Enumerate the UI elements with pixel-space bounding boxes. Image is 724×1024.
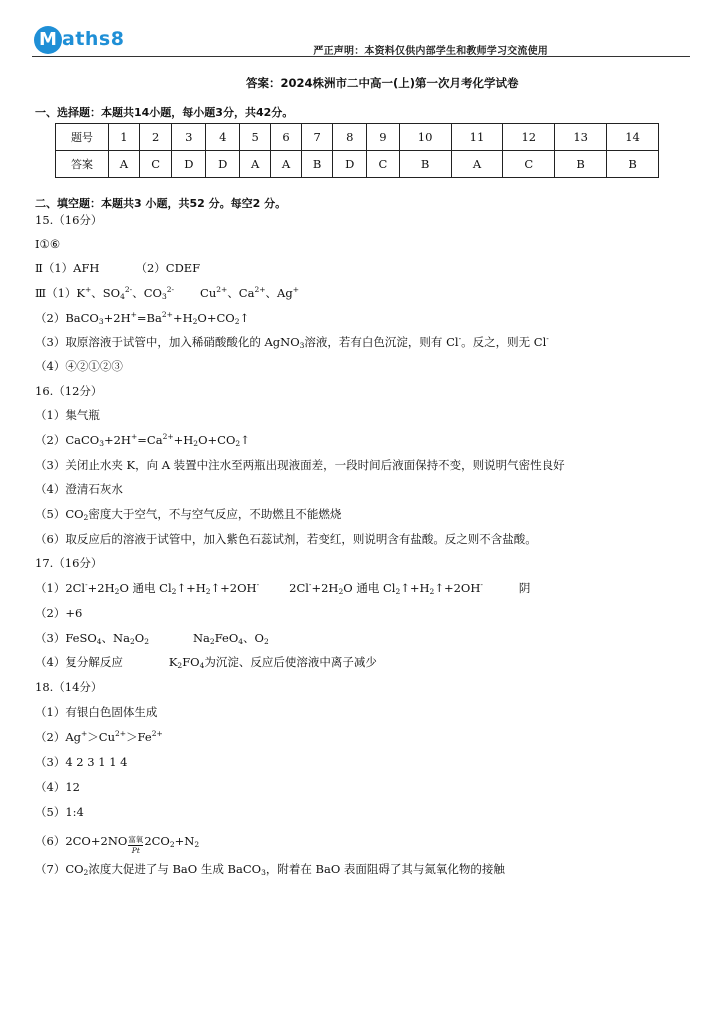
answer-table-number-row <box>56 124 659 151</box>
page-title: 答案：2024株洲市二中高一(上)第一次月考化学试卷 <box>246 76 519 90</box>
q16-part2: $(2)CaCO_3+2H^+=Ca^{2+}+H_2O+CO_2↑$ <box>35 432 250 448</box>
question-number: 7 <box>301 124 332 151</box>
answer-cell: B <box>399 151 451 178</box>
q15-heading: 15.（16分） <box>35 213 103 227</box>
q16-heading: 16.（12分） <box>35 384 103 398</box>
question-number: 4 <box>206 124 240 151</box>
q15-text-c: 。反之，则无 Cl <box>461 335 547 349</box>
reaction-condition <box>128 835 143 856</box>
q15-part2-a: Ⅱ（1）AFH <box>35 261 100 275</box>
answer-cell: D <box>172 151 206 178</box>
answer-cell: B <box>301 151 332 178</box>
q16-part4: （4）澄清石灰水 <box>35 482 123 496</box>
q15-part3-a: Ⅲ（1）K <box>35 286 85 300</box>
q17-part3-a: （3）FeSO <box>35 631 97 645</box>
question-number: 13 <box>555 124 607 151</box>
answer-cell: A <box>271 151 302 178</box>
q16-part6: （6）取反应后的溶液于试管中，加入紫色石蕊试剂，若变红，则说明含有盐酸。反之则不含盐酸。 <box>35 532 537 546</box>
answer-cell: C <box>503 151 555 178</box>
logo-text: aths8 <box>62 28 125 50</box>
section1-heading: 一、选择题：本题共14小题，每小题3分，共42分。 <box>35 106 294 119</box>
q16-part3: （3）关闭止水夹 K，向 A 装置中注水至两瓶出现液面差，一段时间后液面保持不变，则说明气密性良好 <box>35 458 565 472</box>
question-number: 6 <box>271 124 302 151</box>
q15-text-a: （3）取原溶液于试管中，加入稀硝酸酸化的 AgNO <box>35 335 300 349</box>
q15-part3-3: （3）取原溶液于试管中，加入稀硝酸酸化的 AgNO$_3$溶液，若有白色沉淀，则有 Cl-。反之，则无 Cl- <box>35 334 549 350</box>
q18-part2-a: （2）Ag <box>35 730 81 744</box>
header-divider <box>32 56 690 57</box>
q17-eq1-start: （1）2Cl <box>35 581 86 595</box>
q17-part4: （4）复分解反应 $K_2FO_4$为沉淀、反应后使溶液中离子减少 <box>35 655 377 670</box>
q18-part4: （4）12 <box>35 780 80 794</box>
q18-part7: $(7)CO_2$浓度大促进了与 BaO 生成 BaCO$_3$，附着在 BaO 表面阻碍了其与氮氧化物的接触 <box>35 862 505 877</box>
question-number: 11 <box>451 124 503 151</box>
q18-part7-c: ，附着在 BaO 表面阻碍了其与氮氧化物的接触 <box>265 862 505 876</box>
q16-eq-start: （2）CaCO <box>35 433 100 447</box>
header-notice: 严正声明：本资料仅供内部学生和教师学习交流使用 <box>313 46 548 57</box>
row-label-question: 题号 <box>56 124 109 151</box>
row-label-answer: 答案 <box>56 151 109 178</box>
q15-part3-4: （4）④②①②③ <box>35 359 123 373</box>
answer-cell: A <box>451 151 503 178</box>
question-number: 12 <box>503 124 555 151</box>
q15-eq-start: （2）BaCO <box>35 311 99 325</box>
q17-electrode: 阴 <box>518 581 531 595</box>
q18-part3: （3）4 2 3 1 1 4 <box>35 755 128 769</box>
q16-part1: （1）集气瓶 <box>35 408 100 422</box>
q17-part4-c: 为沉淀、反应后使溶液中离子减少 <box>204 655 377 669</box>
q18-heading: 18.（14分） <box>35 680 103 694</box>
question-number: 2 <box>139 124 172 151</box>
q18-eq-end: 2CO <box>144 834 170 848</box>
q17-part4-b: K <box>168 655 178 669</box>
q18-part2: $(2)Ag^+>Cu^{2+}>Fe^{2+}$ <box>35 729 163 744</box>
question-number: 3 <box>172 124 206 151</box>
q17-part1: $(1)2Cl^-+2H_2O$ 通电 $Cl_2↑+H_2↑+2OH^-$ $2Cl^-+2H_2O$ 通电 $Cl_2↑+H_2↑+2OH^-$ 阴 <box>35 580 531 596</box>
q16-part5-a: （5）CO <box>35 507 84 521</box>
answer-cell: D <box>206 151 240 178</box>
question-number: 5 <box>240 124 271 151</box>
maths8-logo <box>34 26 146 56</box>
answer-cell: A <box>109 151 140 178</box>
q15-part3-b: Cu <box>200 286 217 300</box>
condition-catalyst: Pt <box>131 846 140 855</box>
q18-part5: （5）1:4 <box>35 805 84 819</box>
q15-part2 <box>35 261 200 275</box>
question-number: 10 <box>399 124 451 151</box>
q15-part1: Ⅰ①⑥ <box>35 237 61 251</box>
answer-table <box>55 123 659 178</box>
q17-part2: （2）+6 <box>35 606 83 620</box>
answer-table-answer-row <box>56 151 659 178</box>
q15-part2-b: （2）CDEF <box>135 261 201 275</box>
section2-heading: 二、填空题：本题共3 小题，共52 分。每空2 分。 <box>35 197 287 210</box>
q17-part3: （3）FeSO$_4$、$Na_2O_2$ $Na_2FeO_4$、$O_2$ <box>35 631 269 646</box>
q17-part4-a: （4）复分解反应 <box>35 655 123 669</box>
question-number: 9 <box>367 124 400 151</box>
q16-part5-b: 密度大于空气，不与空气反应，不助燃且不能燃烧 <box>88 507 342 521</box>
answer-cell: A <box>240 151 271 178</box>
q18-eq-start: （6）2CO+2NO <box>35 834 128 848</box>
answer-cell: B <box>555 151 607 178</box>
answer-cell: B <box>607 151 659 178</box>
q18-part6: （6）2CO+2NO $\frac{\text{富氧}}{Pt}$ $2CO_2+N_2$ <box>35 834 200 855</box>
question-number: 14 <box>607 124 659 151</box>
answer-cell: C <box>367 151 400 178</box>
answer-cell: C <box>139 151 172 178</box>
q18-part7-b: 浓度大促进了与 BaO 生成 BaCO <box>88 862 262 876</box>
q17-heading: 17.（16分） <box>35 556 103 570</box>
q15-text-b: 溶液，若有白色沉淀，则有 Cl <box>304 335 459 349</box>
question-number: 1 <box>109 124 140 151</box>
question-number: 8 <box>333 124 367 151</box>
condition-top: 富氧 <box>128 835 144 844</box>
q15-part3-1: Ⅲ（1）K+、$SO_4^{2-}$、$CO_3^{2-}$ $Cu^{2+}$、$Ca^{2+}$、Ag+ <box>35 285 299 301</box>
q18-part1: （1）有银白色固体生成 <box>35 705 158 719</box>
logo-mark: M <box>34 26 62 54</box>
q15-part3-2: $(2)BaCO_3+2H^+=Ba^{2+}+H_2O+CO_2↑$ <box>35 310 250 326</box>
answer-cell: D <box>333 151 367 178</box>
q17-part3-b: Na <box>192 631 210 645</box>
q16-part5: $(5)CO_2$密度大于空气，不与空气反应，不助燃且不能燃烧 <box>35 507 342 522</box>
q18-part7-a: （7）CO <box>35 862 84 876</box>
